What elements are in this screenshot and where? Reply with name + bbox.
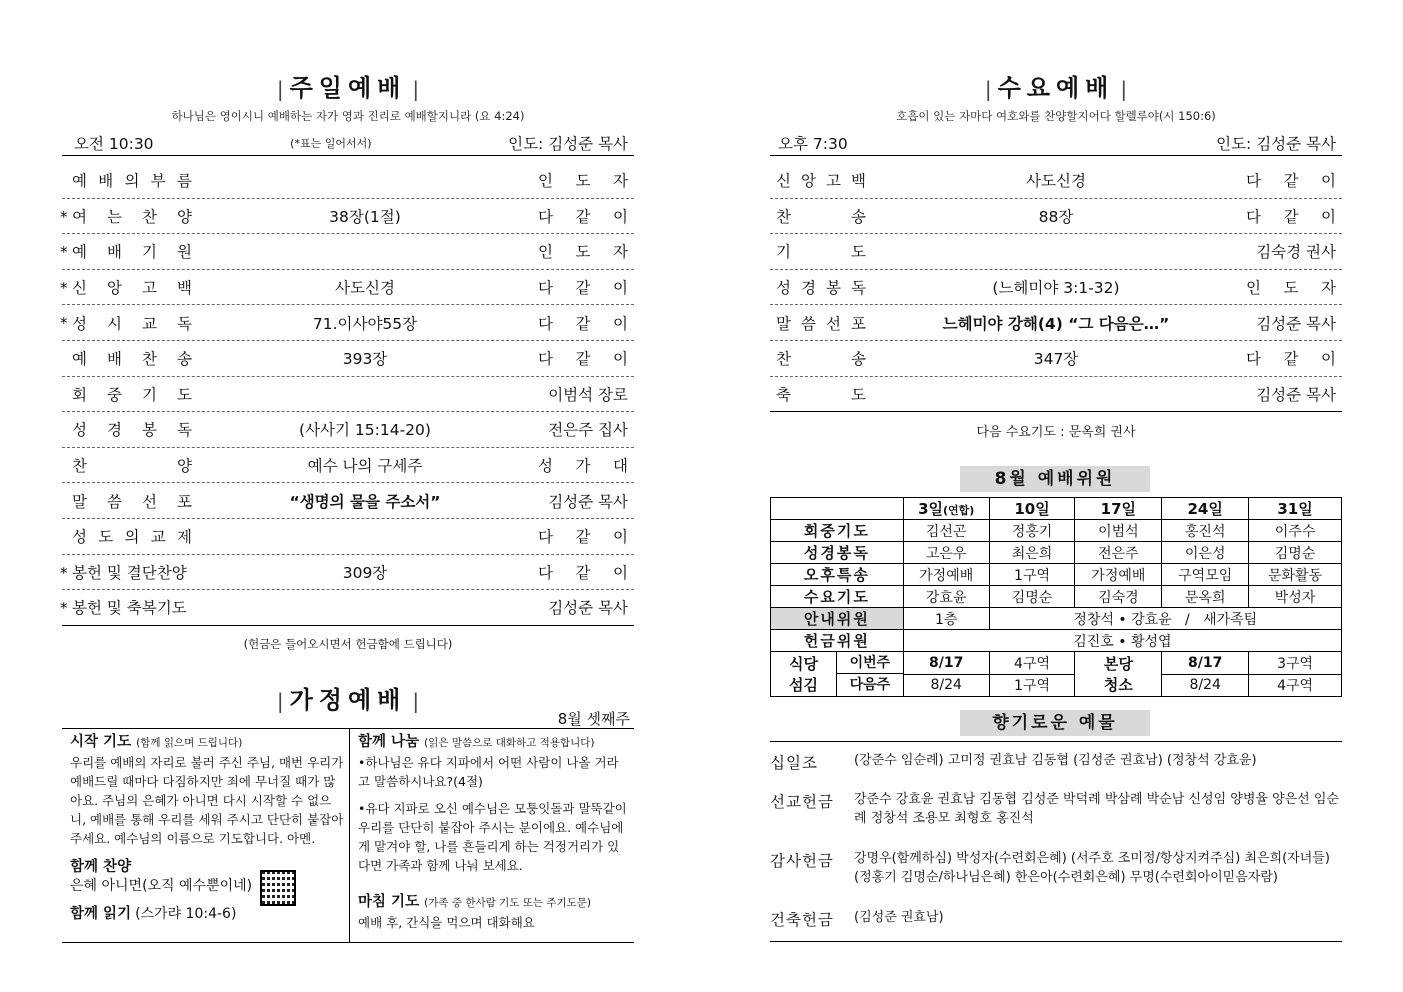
family-week: 8월 셋째주 [557,710,630,728]
duty-row [771,520,1342,542]
order-content: 347장 [1033,350,1079,369]
order-leader: 인 도 자 [1246,279,1336,298]
date-cell: 24일 [1162,498,1249,520]
wednesday-order-list [770,163,1342,412]
share-question-2: •유다 지파로 오신 예수님은 모퉁잇돌과 말뚝같이 우리를 단단히 붙잡아 주시는 분이에요. 예수님에게 맡겨야 할, 나를 흔들리게 하는 걱정거리가 있다면 가족과 함께 나눠 보세요. [358,801,627,873]
sunday-order-row [62,305,634,341]
guide-row [771,608,1342,630]
order-name: 봉헌 및 축복기도 [72,599,187,618]
duty-cell: 문옥희 [1162,586,1249,608]
standing-note: (*표는 일어서서) [290,136,372,150]
gift-thanks: 감사헌금 강명우(함께하심) 박성자(수련회은혜) (서주호 조미정/항상지켜주심) 최은희(자녀들) (정홍기 김명순/하나님은혜) 한은아(수련회은혜) 무명(수련회아이믿음자람) [770,851,1330,885]
sunday-order-row [62,199,634,235]
order-leader: 인 도 자 [538,172,628,191]
order-content: 사도신경 [335,279,395,298]
order-leader: 인 도 자 [538,243,628,262]
sunday-order-row [62,341,634,377]
standing-mark: * [60,243,68,262]
meal-next-group: 1구역 [989,674,1075,697]
duty-cell: 강효윤 [903,586,989,608]
order-name: 회 중 기 도 [72,385,192,404]
duty-cell: 문화활동 [1249,564,1342,586]
order-leader: 다 같 이 [538,528,628,547]
order-content: 309장 [342,563,388,582]
sunday-verse: 하나님은 영이시니 예배하는 자가 영과 진리로 예배할지니라 (요 4:24) [171,109,525,123]
standing-mark: * [60,314,68,333]
guide-first: 1층 [903,608,989,630]
order-content: 393장 [342,350,388,369]
standing-mark: * [60,278,68,297]
duty-cell: 가정예배 [903,564,989,586]
offering-note: (헌금은 들어오시면서 헌금함에 드립니다) [243,637,453,651]
clean-next-date: 8/24 [1162,674,1249,697]
wednesday-order-row [770,305,1342,341]
guide-label: 안내위원 [771,608,904,630]
order-name: 기 도 [776,243,866,262]
wednesday-verse: 호흡이 있는 자마다 여호와를 찬양할지어다 할렐루야(시 150:6) [896,109,1216,123]
order-leader: 다 같 이 [1246,172,1336,191]
order-name: 예 배 기 원 [72,243,192,262]
end-prayer-heading: 마침 기도 (가족 중 한사람 기도 또는 주기도문) [358,894,592,910]
order-name: 예 배 의 부 름 [72,172,192,191]
duty-cell: 정홍기 [989,520,1075,542]
clean-label: 본당 청소 [1075,652,1162,697]
clean-this-date: 8/17 [1162,652,1249,675]
standing-mark: * [60,563,68,582]
meal-row-this [771,652,1342,675]
standing-mark: * [60,207,68,226]
wednesday-order-row [770,341,1342,377]
wednesday-order-row [770,199,1342,235]
offering-value: 김진호 • 황성엽 [903,630,1341,652]
meal-this-group: 4구역 [989,652,1075,675]
sunday-order-row [62,519,634,555]
order-leader: 다 같 이 [1246,350,1336,369]
order-name: 말 씀 선 포 [776,314,866,333]
sunday-order-row [62,412,634,448]
sunday-order-row [62,483,634,519]
order-name: 여 는 찬 양 [72,207,192,226]
wednesday-order-row [770,377,1342,413]
order-leader: 전은주 집사 [548,421,628,440]
order-leader: 김성준 목사 [1256,314,1336,333]
duty-cell: 1구역 [989,564,1075,586]
duty-label: 수요기도 [771,586,904,608]
gift-mission: 선교헌금 강준수 강효윤 권효남 김동협 김성준 박덕례 박삼례 박순남 신성임 양병율 양은선 임순례 정창석 조용모 최형호 홍진석 [770,792,1339,826]
order-name: 예 배 찬 송 [72,350,192,369]
order-content: 느헤미야 강해(4) “그 다음은…” [942,314,1170,333]
duty-label: 오후특송 [771,564,904,586]
praise-heading: 함께 찬양 [70,859,132,875]
sunday-order-row [62,448,634,484]
duty-cell: 최은희 [989,542,1075,564]
duty-cell: 구역모임 [1162,564,1249,586]
order-leader: 다 같 이 [538,314,628,333]
order-name: 신 앙 고 백 [776,172,866,191]
sunday-time: 오전 10:30 [74,134,154,153]
sunday-title: | 주일예배 | [276,74,420,102]
duty-cell: 홍진석 [1162,520,1249,542]
order-name: 말 씀 선 포 [72,492,192,511]
duty-cell: 고은우 [903,542,989,564]
duty-date-row [771,498,1342,520]
duty-cell: 이은성 [1162,542,1249,564]
start-prayer-text: 우리를 예배의 자리로 불러 주신 주님, 매번 우리가 예배드릴 때마다 다짐하지만 죄에 무너질 때가 많아요. 주님의 은혜가 아니면 다시 시작할 수 없으니, 예배를 통해 우리를 세워 주시고 단단히 붙잡아 주세요. 예수님의 이름으로 기도합니다. 아멘. [70,755,344,846]
order-leader: 다 같 이 [538,207,628,226]
order-content: 88장 [1038,207,1074,226]
wednesday-info [770,130,1342,156]
reading-line: 함께 읽기 (스가랴 10:4-6) [70,906,237,922]
duty-cell: 박성자 [1249,586,1342,608]
order-leader: 다 같 이 [1246,207,1336,226]
duty-cell: 김선곤 [903,520,989,542]
praise-text: 은혜 아니면(오직 예수뿐이네) [70,878,253,894]
duty-cell: 김명순 [989,586,1075,608]
share-heading: 함께 나눔 (읽은 말씀으로 대화하고 적용합니다) [358,734,595,750]
wednesday-time: 오후 7:30 [778,134,848,153]
duty-cell: 가정예배 [1075,564,1162,586]
order-name: 찬 양 [72,457,192,476]
wednesday-order-row [770,270,1342,306]
order-name: 성 경 봉 독 [72,421,192,440]
order-leader: 이범석 장로 [548,385,628,404]
order-content: (사사기 15:14-20) [299,421,431,440]
family-worship-box [62,728,634,943]
order-name: 성 시 교 독 [72,314,192,333]
qr-code-icon[interactable] [260,870,296,906]
order-leader: 김숙경 권사 [1256,243,1336,262]
order-leader: 김성준 목사 [1256,385,1336,404]
duty-row [771,564,1342,586]
duty-row [771,586,1342,608]
sunday-order-row [62,377,634,413]
standing-mark: * [60,599,68,618]
sunday-leader: 인도: 김성준 목사 [508,134,628,153]
duty-title: 8월 예배위원 [960,466,1150,492]
next-wednesday-prayer: 다음 수요기도 : 문옥희 권사 [976,425,1136,440]
offerings-title: 향기로운 예물 [960,710,1150,736]
order-leader: 다 같 이 [538,279,628,298]
order-leader: 김성준 목사 [548,492,628,511]
duty-cell: 김명순 [1249,542,1342,564]
wednesday-order-row [770,234,1342,270]
meal-this-date: 8/17 [903,652,989,675]
offering-row [771,630,1342,652]
duty-cell: 김숙경 [1075,586,1162,608]
wednesday-leader: 인도: 김성준 목사 [1216,134,1336,153]
order-content: 71.이사야55장 [312,314,418,333]
duty-row [771,542,1342,564]
duty-label: 회중기도 [771,520,904,542]
share-question-1: •하나님은 유다 지파에서 어떤 사람이 나올 거라고 말씀하시나요?(4절) [358,755,619,789]
order-leader: 성 가 대 [538,457,628,476]
gift-tithe: 십일조 (강준수 임순례) 고미정 권효남 김동협 (김성준 권효남) (정창석 강효윤) [770,753,1257,772]
family-right [350,729,634,942]
end-prayer-text: 예배 후, 간식을 먹으며 대화해요 [358,915,535,930]
order-leader: 김성준 목사 [548,599,628,618]
offering-label: 헌금위원 [771,630,904,652]
family-left [62,729,350,942]
duty-label: 성경봉독 [771,542,904,564]
sunday-order-row [62,590,634,626]
duty-cell: 이범석 [1075,520,1162,542]
order-name: 봉헌 및 결단찬양 [72,563,187,582]
order-name: 찬 송 [776,207,866,226]
meal-next-date: 8/24 [903,674,989,697]
date-cell: 10일 [989,498,1075,520]
gift-building: 건축헌금 (김성준 권효남) [770,910,944,929]
duty-cell: 이주수 [1249,520,1342,542]
order-leader: 다 같 이 [538,563,628,582]
date-cell: 31일 [1249,498,1342,520]
sunday-order-row [62,270,634,306]
order-name: 신 앙 고 백 [72,279,192,298]
order-name: 찬 송 [776,350,866,369]
start-prayer-heading: 시작 기도 (함께 읽으며 드립니다) [70,734,243,750]
meal-label: 식당 섬김 이번주 다음주 [771,652,904,697]
guide-rest: 정창석 • 강효윤 / 새가족팀 [989,608,1341,630]
family-title: | 가정예배 | [276,686,420,714]
sunday-info [62,130,634,156]
order-leader: 다 같 이 [538,350,628,369]
order-content: 예수 나의 구세주 [307,457,423,476]
clean-this-group: 3구역 [1249,652,1342,675]
duty-table [770,497,1342,697]
order-name: 성 경 봉 독 [776,279,866,298]
sunday-order-row [62,555,634,591]
order-content: 사도신경 [1026,172,1086,191]
order-name: 축 도 [776,385,866,404]
clean-next-group: 4구역 [1249,674,1342,697]
date-cell: 17일 [1075,498,1162,520]
wednesday-title: | 수요예배 | [984,74,1128,102]
order-content: 38장(1절) [329,207,401,226]
order-content: (느헤미야 3:1-32) [992,279,1120,298]
sunday-order-row [62,163,634,199]
sunday-order-list [62,163,634,626]
sunday-order-row [62,234,634,270]
order-content: “생명의 물을 주소서” [289,492,441,511]
order-name: 성 도 의 교 제 [72,528,192,547]
date-cell: 3일(연합) [903,498,989,520]
duty-cell: 전은주 [1075,542,1162,564]
wednesday-order-row [770,163,1342,199]
